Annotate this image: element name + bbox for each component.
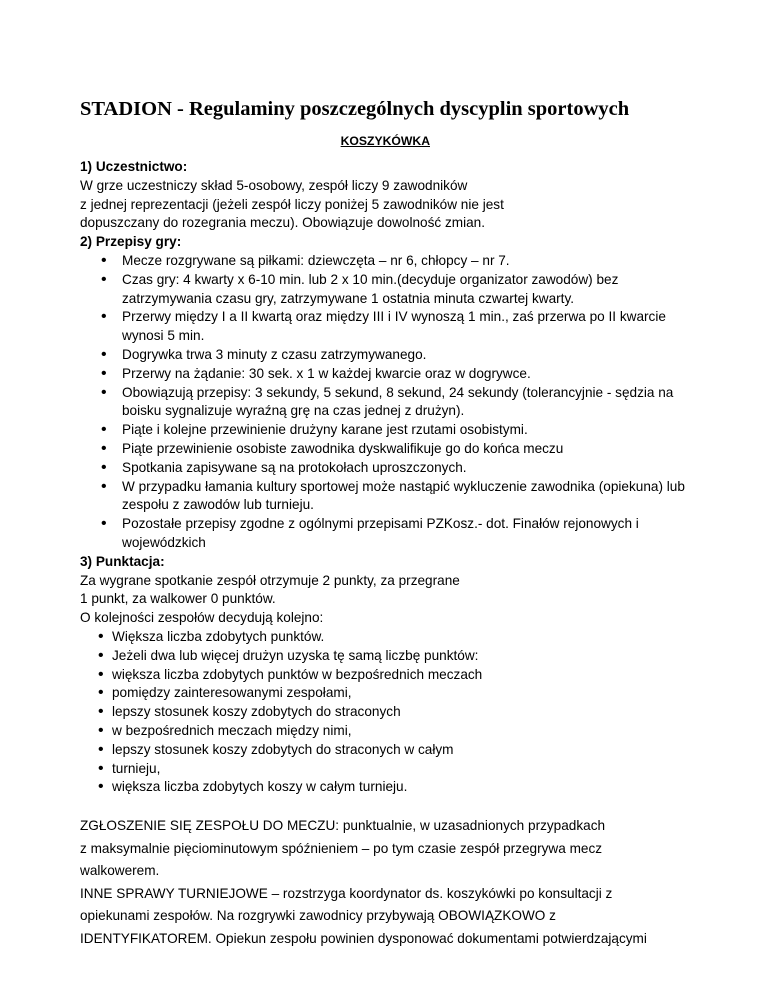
paragraph-line: dopuszczany do rozegrania meczu). Obowiązuje dowolność zmian. <box>80 215 485 231</box>
list-item: • turnieju, <box>80 760 700 779</box>
list-item: • w bezpośrednich meczach między nimi, <box>80 722 700 741</box>
paragraph-line: IDENTYFIKATOREM. Opiekun zespołu powinien dysponować dokumentami potwierdzającymi <box>80 930 647 946</box>
list-item: • Czas gry: 4 kwarty x 6-10 min. lub 2 x 10 min.(decyduje organizator zawodów) bez zatrzymywania czasu gry, zatrzymywane 1 ostatnia minuta czwartej kwarty. <box>80 271 700 309</box>
document-body <box>80 158 700 950</box>
paragraph-line: 1 punkt, za walkower 0 punktów. <box>80 591 276 607</box>
page-subtitle: KOSZYKÓWKA <box>340 134 430 148</box>
list-item: • większa liczba zdobytych koszy w całym turnieju. <box>80 778 700 797</box>
paragraph-line: Za wygrane spotkanie zespół otrzymuje 2 punkty, za przegrane <box>80 572 460 588</box>
paragraph-line: opiekunami zespołów. Na rozgrywki zawodnicy przybywają OBOWIĄZKOWO z <box>80 908 556 924</box>
page-title: STADION - Regulaminy poszczególnych dyscyplin sportowych <box>80 98 630 120</box>
list-item: • Przerwy na żądanie: 30 sek. x 1 w każdej kwarcie oraz w dogrywce. <box>80 365 700 384</box>
ranking-list <box>80 628 700 797</box>
list-item: • lepszy stosunek koszy zdobytych do straconych w całym <box>80 741 700 760</box>
list-item: • większa liczba zdobytych punktów w bezpośrednich meczach <box>80 666 700 685</box>
paragraph-line: z jednej reprezentacji (jeżeli zespół liczy poniżej 5 zawodników nie jest <box>80 196 504 212</box>
list-item: • Mecze rozgrywane są piłkami: dziewczęta – nr 6, chłopcy – nr 7. <box>80 252 700 271</box>
list-item: • Dogrywka trwa 3 minuty z czasu zatrzymywanego. <box>80 346 700 365</box>
list-item: • Większa liczba zdobytych punktów. <box>80 628 700 647</box>
list-item: • Przerwy między I a II kwartą oraz między III i IV wynoszą 1 min., zaś przerwa po II kwarcie wynosi 5 min. <box>80 308 700 346</box>
list-item: • lepszy stosunek koszy zdobytych do straconych <box>80 703 700 722</box>
closing-paragraph <box>80 815 700 950</box>
list-item: • Pozostałe przepisy zgodne z ogólnymi przepisami PZKosz.- dot. Finałów rejonowych i wojewódzkich <box>80 515 700 553</box>
section-heading-punktacja: 3) Punktacja: <box>80 553 165 569</box>
rules-list <box>80 252 700 553</box>
list-item: • Obowiązują przepisy: 3 sekundy, 5 sekund, 8 sekund, 24 sekundy (tolerancyjnie - sędzia na boisku sygnalizuje wyraźną grę na czas jednej z drużyn). <box>80 384 700 422</box>
section-heading-przepisy: 2) Przepisy gry: <box>80 234 182 250</box>
paragraph-line: z maksymalnie pięciominutowym spóźnieniem – po tym czasie zespół przegrywa mecz <box>80 840 603 856</box>
list-item: • Spotkania zapisywane są na protokołach uproszczonych. <box>80 459 700 478</box>
paragraph-line: INNE SPRAWY TURNIEJOWE – rozstrzyga koordynator ds. koszykówki po konsultacji z <box>80 885 613 901</box>
list-item: • pomiędzy zainteresowanymi zespołami, <box>80 684 700 703</box>
section-heading-uczestnictwo: 1) Uczestnictwo: <box>80 159 188 174</box>
paragraph-line: O kolejności zespołów decydują kolejno: <box>80 610 324 626</box>
paragraph-line: ZGŁOSZENIE SIĘ ZESPOŁU DO MECZU: punktualnie, w uzasadnionych przypadkach <box>80 818 606 834</box>
list-item: • Jeżeli dwa lub więcej drużyn uzyska tę samą liczbę punktów: <box>80 647 700 666</box>
paragraph-line: W grze uczestniczy skład 5-osobowy, zespół liczy 9 zawodników <box>80 177 468 193</box>
paragraph-line: walkowerem. <box>80 863 160 879</box>
list-item: • Piąte przewinienie osobiste zawodnika dyskwalifikuje go do końca meczu <box>80 440 700 459</box>
list-item: • Piąte i kolejne przewinienie drużyny karane jest rzutami osobistymi. <box>80 421 700 440</box>
list-item: • W przypadku łamania kultury sportowej może nastąpić wykluczenie zawodnika (opiekuna) lub zespołu z zawodów lub turnieju. <box>80 478 700 516</box>
